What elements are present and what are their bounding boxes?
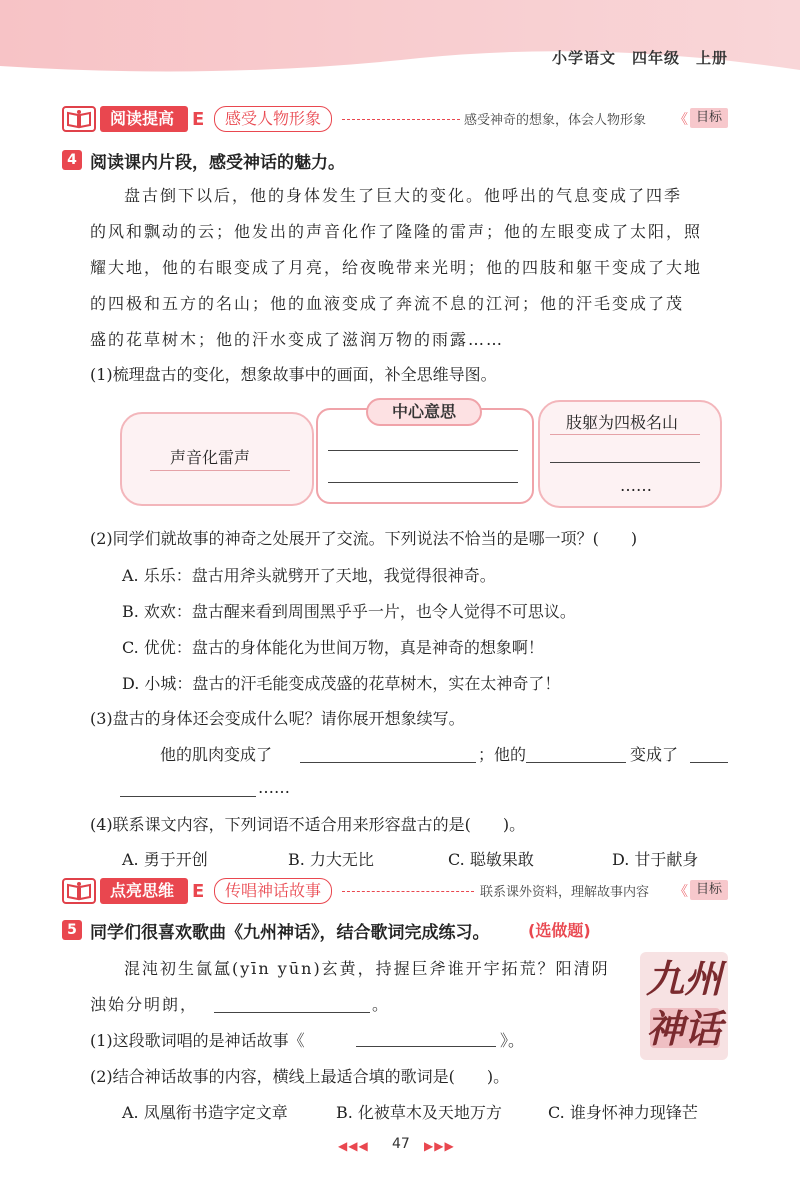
mind-map-right-ellipsis: …… (620, 476, 652, 495)
optional-tag: (选做题) (528, 921, 591, 940)
option-a[interactable]: A. 勇于开创 (122, 850, 208, 869)
lyric-line-end: 。 (372, 995, 389, 1014)
mind-map-right-line (550, 434, 700, 435)
lyric-line: 混沌初生氤氲(yīn yūn)玄黄，持握巨斧谁开宇拓荒？阳清阴 (124, 959, 610, 978)
fill-text: 变成了 (630, 745, 679, 764)
option-a[interactable]: A. 凤凰衔书造字定文章 (122, 1103, 288, 1122)
section-divider-icon: Ε (192, 109, 205, 130)
sub-question-3: (3)盘古的身体还会变成什么呢？请你展开想象续写。 (90, 709, 465, 728)
mind-map-center-title: 中心意思 (366, 398, 482, 426)
question-title: 阅读课内片段，感受神话的魅力。 (90, 153, 345, 173)
section-title: 点亮思维 (100, 878, 188, 904)
fill-ellipsis: …… (258, 778, 290, 797)
option-b[interactable]: B. 欢欢：盘古醒来看到周围黑乎乎一片，也令人觉得不可思议。 (122, 602, 576, 621)
stamp-text: 九州神话 (645, 956, 722, 1051)
mind-map-left-line (150, 470, 290, 471)
section-subtitle: 传唱神话故事 (214, 878, 332, 904)
passage-line: 的风和飘动的云；他发出的声音化作了隆隆的雷声；他的左眼变成了太阳，照 (90, 222, 703, 241)
sub-question-1: (1)梳理盘古的变化，想象故事中的画面，补全思维导图。 (90, 365, 497, 384)
chevron-left-icon: 《 (674, 112, 688, 128)
sub-question-2: (2)同学们就故事的神奇之处展开了交流。下列说法不恰当的是哪一项？( ) (90, 529, 638, 548)
section-divider-icon: Ε (192, 881, 205, 902)
option-b[interactable]: B. 力大无比 (288, 850, 374, 869)
section-objective: 感受神奇的想象，体会人物形象 (464, 113, 647, 128)
book-icon (62, 106, 96, 132)
option-d[interactable]: D. 甘于献身 (612, 850, 699, 869)
question-number: 5 (62, 920, 82, 940)
option-b[interactable]: B. 化被草木及天地万方 (336, 1103, 502, 1122)
section-bar-reading (62, 106, 730, 132)
goal-badge: 目标 (690, 880, 728, 900)
option-c[interactable]: C. 聪敏果敢 (448, 850, 534, 869)
section-objective: 联系课外资料，理解故事内容 (480, 885, 650, 900)
mind-map-right-text: 肢躯为四极名山 (566, 413, 679, 432)
calligraphy-title-stamp (636, 948, 732, 1064)
answer-line[interactable] (526, 762, 626, 763)
sub-question-1: (1)这段歌词唱的是神话故事《 (90, 1031, 305, 1050)
fill-text: 》。 (500, 1031, 525, 1050)
dashed-line (342, 119, 460, 120)
book-title: 小学语文 四年级 上册 (551, 49, 728, 67)
fill-text: 他的肌肉变成了 (160, 745, 273, 764)
dashed-line (342, 891, 474, 892)
option-a[interactable]: A. 乐乐：盘古用斧头就劈开了天地，我觉得很神奇。 (122, 566, 496, 585)
question-title: 同学们很喜欢歌曲《九州神话》，结合歌词完成练习。 (90, 923, 490, 943)
sub-question-4: (4)联系课文内容，下列词语不适合用来形容盘古的是( )。 (90, 815, 526, 834)
question-number: 4 (62, 150, 82, 170)
passage-line: 盘古倒下以后，他的身体发生了巨大的变化。他呼出的气息变成了四季 (124, 186, 683, 205)
answer-line[interactable] (690, 762, 728, 763)
answer-line[interactable] (214, 1012, 370, 1013)
sub-question-2: (2)结合神话故事的内容，横线上最适合填的歌词是( )。 (90, 1067, 510, 1086)
chevron-left-icon: 《 (674, 884, 688, 900)
page-prev-arrows-icon: ◀◀◀ (338, 1139, 369, 1153)
option-d[interactable]: D. 小城：盘古的汗毛能变成茂盛的花草树木，实在太神奇了！ (122, 674, 561, 693)
section-title: 阅读提高 (100, 106, 188, 132)
mind-map-left-text: 声音化雷声 (170, 448, 251, 467)
section-subtitle: 感受人物形象 (214, 106, 332, 132)
answer-line[interactable] (328, 482, 518, 483)
option-c[interactable]: C. 谁身怀神力现锋芒 (548, 1103, 698, 1122)
answer-line[interactable] (550, 462, 700, 463)
answer-line[interactable] (120, 796, 256, 797)
answer-line[interactable] (300, 762, 476, 763)
fill-text: ；他的 (478, 745, 527, 764)
lyric-line: 浊始分明朗， (90, 995, 199, 1014)
page-number: 47 (392, 1136, 410, 1152)
mind-map (120, 398, 720, 506)
goal-badge: 目标 (690, 108, 728, 128)
passage-line: 耀大地，他的右眼变成了月亮，给夜晚带来光明；他的四肢和躯干变成了大地 (90, 258, 703, 277)
passage-line: 的四极和五方的名山；他的血液变成了奔流不息的江河；他的汗毛变成了茂 (90, 294, 685, 313)
book-icon (62, 878, 96, 904)
answer-line[interactable] (356, 1046, 496, 1047)
option-c[interactable]: C. 优优：盘古的身体能化为世间万物，真是神奇的想象啊！ (122, 638, 544, 657)
passage-line: 盛的花草树木；他的汗水变成了滋润万物的雨露…… (90, 330, 505, 349)
section-bar-thinking (62, 878, 730, 904)
page-next-arrows-icon: ▶▶▶ (424, 1139, 455, 1153)
answer-line[interactable] (328, 450, 518, 451)
